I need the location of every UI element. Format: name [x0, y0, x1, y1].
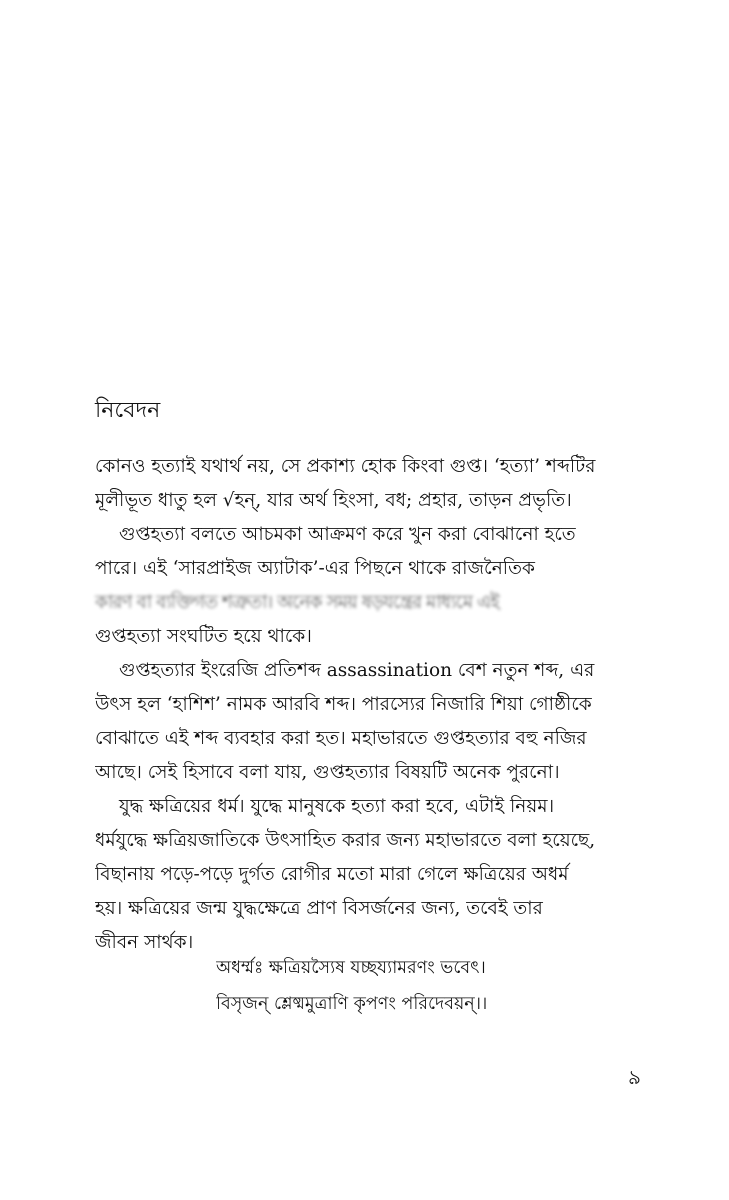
- text-line: মূলীভূত ধাতু হল √হন্, যার অর্থ হিংসা, বধ; প্রহার, তাড়ন প্রভৃতি।: [95, 490, 572, 511]
- text-line: পারে। এই ‘সারপ্রাইজ অ্যাটাক’-এর পিছনে থাকে রাজনৈতিক: [95, 558, 535, 579]
- text-line: হয়। ক্ষত্রিয়ের জন্ম যুদ্ধক্ষেত্রে প্রাণ বিসর্জনের জন্য, তবেই তার: [95, 898, 543, 919]
- text-line: ধর্মযুদ্ধে ক্ষত্রিয়জাতিকে উৎসাহিত করার জন্য মহাভারতে বলা হয়েছে,: [95, 830, 596, 851]
- text-line: গুপ্তহত্যা সংঘটিত হয়ে থাকে।: [95, 626, 312, 647]
- text-line: বিছানায় পড়ে-পড়ে দুর্গত রোগীর মতো মারা গেলে ক্ষত্রিয়ের অধর্ম: [95, 864, 569, 885]
- verse-line: অধর্ম্মঃ ক্ষত্রিয়স্যৈষ যচ্ছয্যামরণং ভবেৎ।: [216, 958, 486, 978]
- verse-line: বিসৃজন্ শ্লেষ্মমুত্রাণি কৃপণং পরিদেবয়ন্।।: [216, 994, 488, 1014]
- sanskrit-verse: [216, 950, 636, 1022]
- text-line: কোনও হত্যাই যথার্থ নয়, সে প্রকাশ্য হোক কিংবা গুপ্ত। ‘হত্যা’ শব্দটির: [95, 456, 596, 477]
- smudged-text-line: কারণ বা ব্যক্তিগত শত্রুতা। অনেক সময় ষড়যন্ত্রের মাধ্যমে এই: [95, 592, 499, 613]
- body-text: [95, 450, 655, 960]
- text-line: গুপ্তহত্যা বলতে আচমকা আক্রমণ করে খুন করা বোঝানো হতে: [119, 524, 576, 545]
- text-line: গুপ্তহত্যার ইংরেজি প্রতিশব্দ assassination বেশ নতুন শব্দ, এর: [119, 660, 595, 681]
- text-line: আছে। সেই হিসাবে বলা যায়, গুপ্তহত্যার বিষয়টি অনেক পুরনো।: [95, 762, 560, 783]
- text-line: বোঝাতে এই শব্দ ব্যবহার করা হত। মহাভারতে গুপ্তহত্যার বহু নজির: [95, 728, 587, 749]
- section-heading: নিবেদন: [95, 398, 161, 423]
- text-line: যুদ্ধ ক্ষত্রিয়ের ধর্ম। যুদ্ধে মানুষকে হত্যা করা হবে, এটাই নিয়ম।: [119, 796, 555, 817]
- text-line: জীবন সার্থক।: [95, 932, 194, 953]
- text-line: উৎস হল ‘হাশিশ’ নামক আরবি শব্দ। পারস্যের নিজারি শিয়া গোষ্ঠীকে: [95, 694, 592, 715]
- page-number: ৯: [628, 1065, 641, 1089]
